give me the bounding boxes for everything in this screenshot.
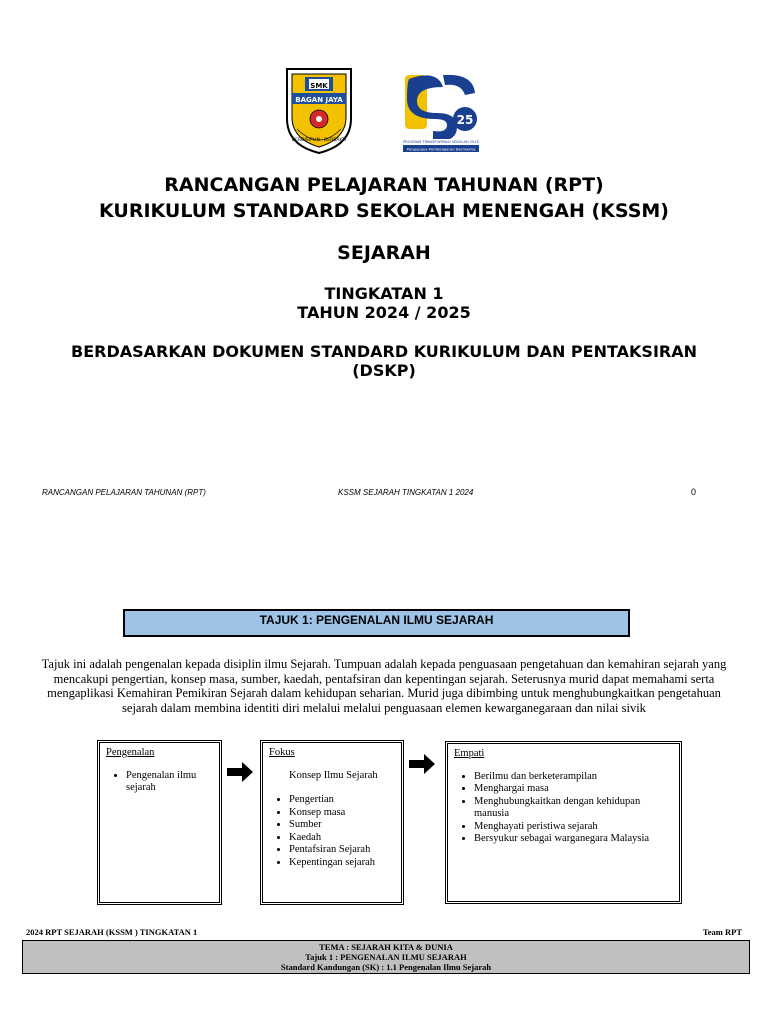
- panel-heading: Fokus: [269, 747, 295, 758]
- panel-subheading: Konsep Ilmu Sejarah: [289, 769, 378, 781]
- arrow-right-icon: [409, 754, 435, 774]
- title-line-2: KURIKULUM STANDARD SEKOLAH MENENGAH (KSSM): [99, 200, 669, 222]
- tema-line-3: Standard Kandungan (SK) : 1.1 Pengenalan Ilmu Sejarah: [280, 962, 492, 972]
- doc-title: [0, 172, 768, 224]
- basis-line-2: (DSKP): [352, 361, 416, 380]
- basis-line-1: BERDASARKAN DOKUMEN STANDARD KURIKULUM DAN PENTAKSIRAN: [71, 342, 697, 361]
- page-footer-center: KSSM SEJARAH TINGKATAN 1 2024: [338, 488, 474, 497]
- doc-footer-left: 2024 RPT SEJARAH (KSSM ) TINGKATAN 1: [26, 927, 198, 937]
- topic-intro: Tajuk ini adalah pengenalan kepada disiplin ilmu Sejarah. Tumpuan adalah kepada penguasaan pengetahuan dan kemahiran sejarah yang mencakupi pengertian, konsep masa, sumber, kaedah, pentafsiran dan kepentingan sejarah. Seterusnya murid dapat memahami serta mengaplikasi Kemahiran Pemikiran Sejarah dalam kehidupan seharian. Murid juga dibimbing untuk menghubungkaitkan pengetahuan sejarah dalam membina identiti diri melalui melalui penguasaan elemen kewarganegaraan dan nilai sivik: [41, 657, 727, 715]
- title-line-1: RANCANGAN PELAJARAN TAHUNAN (RPT): [164, 174, 604, 196]
- svg-text:Pengupaya Pembelajaran Bermakn: Pengupaya Pembelajaran Bermakna: [406, 146, 476, 152]
- bullet-list: [269, 794, 395, 869]
- svg-text:SMK: SMK: [310, 82, 328, 90]
- school-crest-logo: [283, 67, 355, 155]
- list-item: • Kepentingan sejarah: [289, 857, 395, 870]
- svg-text:25: 25: [456, 113, 474, 127]
- list-item: • Menghayati peristiwa sejarah: [474, 821, 673, 834]
- doc-footer-right: Team RPT: [702, 927, 742, 937]
- svg-text:BAGAN JAYA: BAGAN JAYA: [295, 96, 343, 104]
- list-item: • Pentafsiran Sejarah: [289, 844, 395, 857]
- list-item: • Berilmu dan berketerampilan: [474, 771, 673, 784]
- list-item: • Kaedah: [289, 832, 395, 845]
- list-item: • Bersyukur sebagai warganegara Malaysia: [474, 833, 673, 846]
- tema-bar: [22, 940, 750, 974]
- panel-pengenalan: [97, 740, 222, 905]
- basis-title: [0, 342, 768, 380]
- panel-fokus: [260, 740, 404, 905]
- panel-heading: Empati: [454, 748, 485, 759]
- list-item: • Pengertian: [289, 794, 395, 807]
- page-number: 0: [691, 487, 697, 497]
- svg-text:BERDISIPLIN · BERBAKTI: BERDISIPLIN · BERBAKTI: [291, 138, 347, 143]
- panel-empati: [445, 741, 682, 904]
- arrow-right-icon: [227, 762, 253, 782]
- year-label: TAHUN 2024 / 2025: [297, 303, 471, 322]
- list-item: • Menghargai masa: [474, 783, 673, 796]
- bullet-list: [106, 770, 213, 795]
- page-footer-left: RANCANGAN PELAJARAN TAHUNAN (RPT): [42, 488, 206, 497]
- svg-text:PROGRAM TRANSFORMASI SEKOLAH 2: PROGRAM TRANSFORMASI SEKOLAH 2025: [403, 140, 479, 144]
- subject-title: SEJARAH: [337, 242, 431, 264]
- list-item: • Konsep masa: [289, 807, 395, 820]
- ts25-logo: [403, 69, 479, 153]
- list-item: • Menghubungkaitkan dengan kehidupan manusia: [474, 796, 673, 821]
- form-year: [0, 284, 768, 322]
- list-item: • Sumber: [289, 819, 395, 832]
- tema-line-2: Tajuk 1 : PENGENALAN ILMU SEJARAH: [305, 952, 467, 962]
- bullet-list: [454, 771, 673, 846]
- panel-heading: Pengenalan: [106, 747, 155, 758]
- topic-title-box: TAJUK 1: PENGENALAN ILMU SEJARAH: [123, 609, 630, 637]
- tema-line-1: TEMA : SEJARAH KITA & DUNIA: [319, 942, 453, 952]
- list-item: • Pengenalan ilmu sejarah: [126, 770, 213, 795]
- form-label: TINGKATAN 1: [324, 284, 444, 303]
